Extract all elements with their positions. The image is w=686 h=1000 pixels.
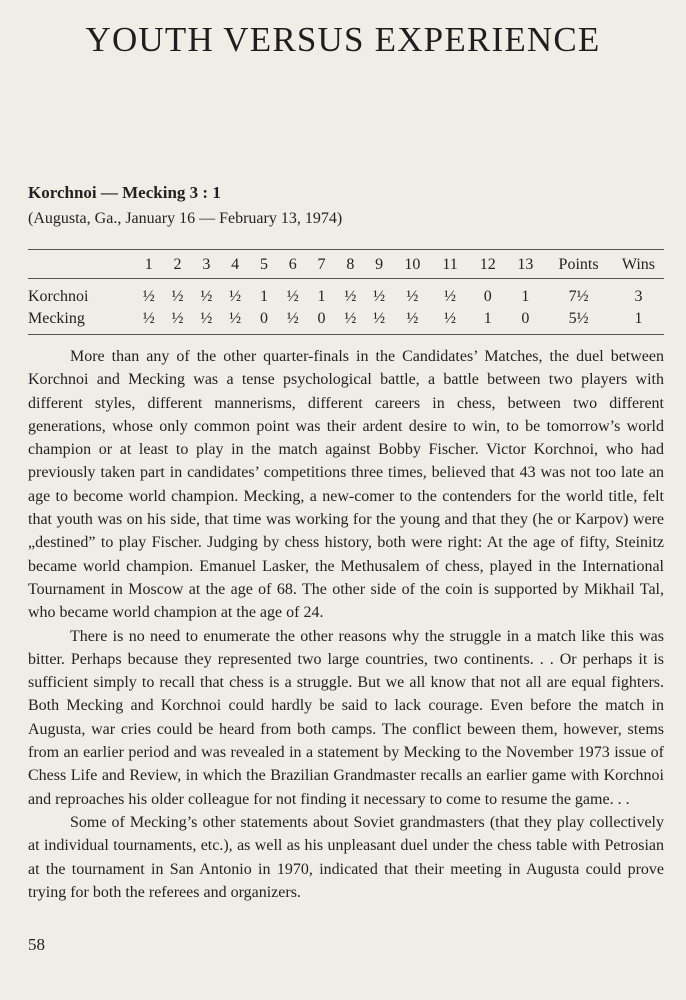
header-cell: 2	[173, 256, 182, 273]
header-cell: Points	[558, 256, 599, 273]
header-cell: 12	[479, 256, 496, 273]
score-table-header-row	[28, 254, 664, 276]
table-row	[28, 308, 664, 330]
game-result: 0	[521, 310, 530, 327]
header-cell: 10	[404, 256, 421, 273]
player-name: Korchnoi	[28, 288, 89, 305]
game-result: 0	[317, 310, 326, 327]
header-cell: 4	[231, 256, 240, 273]
game-result: ½	[406, 288, 419, 305]
game-result: ½	[406, 310, 419, 327]
game-result: 1	[483, 310, 492, 327]
game-result: 1	[317, 288, 326, 305]
header-cell: 5	[259, 256, 268, 273]
player-name: Mecking	[28, 310, 85, 327]
paragraph: There is no need to enumerate the other reasons why the struggle in a match like this was bitter. Perhaps because they represented two large countries, two continents. . . Or perhaps it is sufficient simply to recall that chess is a struggle. But we all know that not all are equal fighters. Both Mecking and Korchnoi could hardly be said to lack courage. Even before the match in Augusta, war cries could be heard from both camps. The conflict beween them, however, stems from an earlier period and was revealed in a statement by Mecking to the November 1973 issue of Chess Life and Review, in which the Brazilian Grandmaster recalls an earlier game with Korchnoi and reproaches his older colleague for not finding it necessary to come to resume the game. . .	[28, 627, 664, 808]
points-total: 7½	[568, 288, 589, 305]
game-result: ½	[229, 288, 242, 305]
game-result: ½	[444, 310, 457, 327]
match-heading: Korchnoi — Mecking 3 : 1	[28, 183, 221, 202]
game-result: 0	[483, 288, 492, 305]
game-result: ½	[344, 310, 357, 327]
header-cell: Wins	[621, 256, 656, 273]
header-cell: 9	[375, 256, 384, 273]
game-result: ½	[444, 288, 457, 305]
points-total: 5½	[568, 310, 589, 327]
game-result: ½	[373, 288, 386, 305]
table-bottom-rule	[28, 334, 664, 335]
header-cell: 7	[317, 256, 326, 273]
game-result: 1	[259, 288, 268, 305]
match-location: (Augusta, Ga., January 16 — February 13, 1974)	[28, 210, 343, 227]
page-title: YOUTH VERSUS EXPERIENCE	[85, 20, 601, 59]
game-result: ½	[142, 310, 155, 327]
game-result: ½	[142, 288, 155, 305]
header-cell	[28, 254, 134, 276]
header-cell: 1	[144, 256, 153, 273]
paragraph: Some of Mecking’s other statements about Soviet grandmasters (that they play collectively at individual tournaments, etc.), as well as his unpleasant duel under the chess table with Petrosian at the tournament in San Antonio in 1970, indicated that their meeting in Augusta could prove trying for both the referees and organizers.	[28, 813, 664, 901]
header-cell: 11	[442, 256, 458, 273]
game-result: ½	[286, 310, 299, 327]
table-row	[28, 276, 664, 308]
game-result: 0	[259, 310, 268, 327]
game-result: 1	[521, 288, 530, 305]
game-result: ½	[344, 288, 357, 305]
page-number: 58	[28, 935, 45, 954]
header-cell: 6	[288, 256, 297, 273]
header-cell: 3	[202, 256, 211, 273]
wins-total: 1	[634, 310, 643, 327]
game-result: ½	[373, 310, 386, 327]
game-result: ½	[286, 288, 299, 305]
game-result: ½	[171, 310, 184, 327]
game-result: ½	[200, 288, 213, 305]
paragraph: More than any of the other quarter-finals in the Candidates’ Matches, the duel between Korchnoi and Mecking was a tense psychological battle, a battle between two players with different styles, different mannerisms, different careers in chess, between two different generations, whose only common point was their ardent desire to win, to be tomorrow’s world champion or at least to play in the match against Bobby Fischer. Victor Korchnoi, who had previously taken part in candidates’ competitions three times, believed that 43 was not too late an age to become world champion. Mecking, a new-comer to the contenders for the world title, felt that youth was on his side, that time was working for the young and that they (he or Karpov) were „destined” to play Fischer. Judging by chess history, both were right: At the age of fifty, Steinitz became world champion. Emanuel Lasker, the Methusalem of chess, played in the International Tournament in Moscow at the age of 68. The other side of the coin is supported by Mikhail Tal, who became world champion at the age of 24.	[28, 348, 664, 622]
header-cell: 13	[517, 256, 534, 273]
wins-total: 3	[634, 288, 643, 305]
score-table	[28, 254, 664, 330]
game-result: ½	[200, 310, 213, 327]
table-top-rule	[28, 249, 664, 250]
article-body	[28, 345, 664, 904]
game-result: ½	[171, 288, 184, 305]
game-result: ½	[229, 310, 242, 327]
header-cell: 8	[346, 256, 355, 273]
